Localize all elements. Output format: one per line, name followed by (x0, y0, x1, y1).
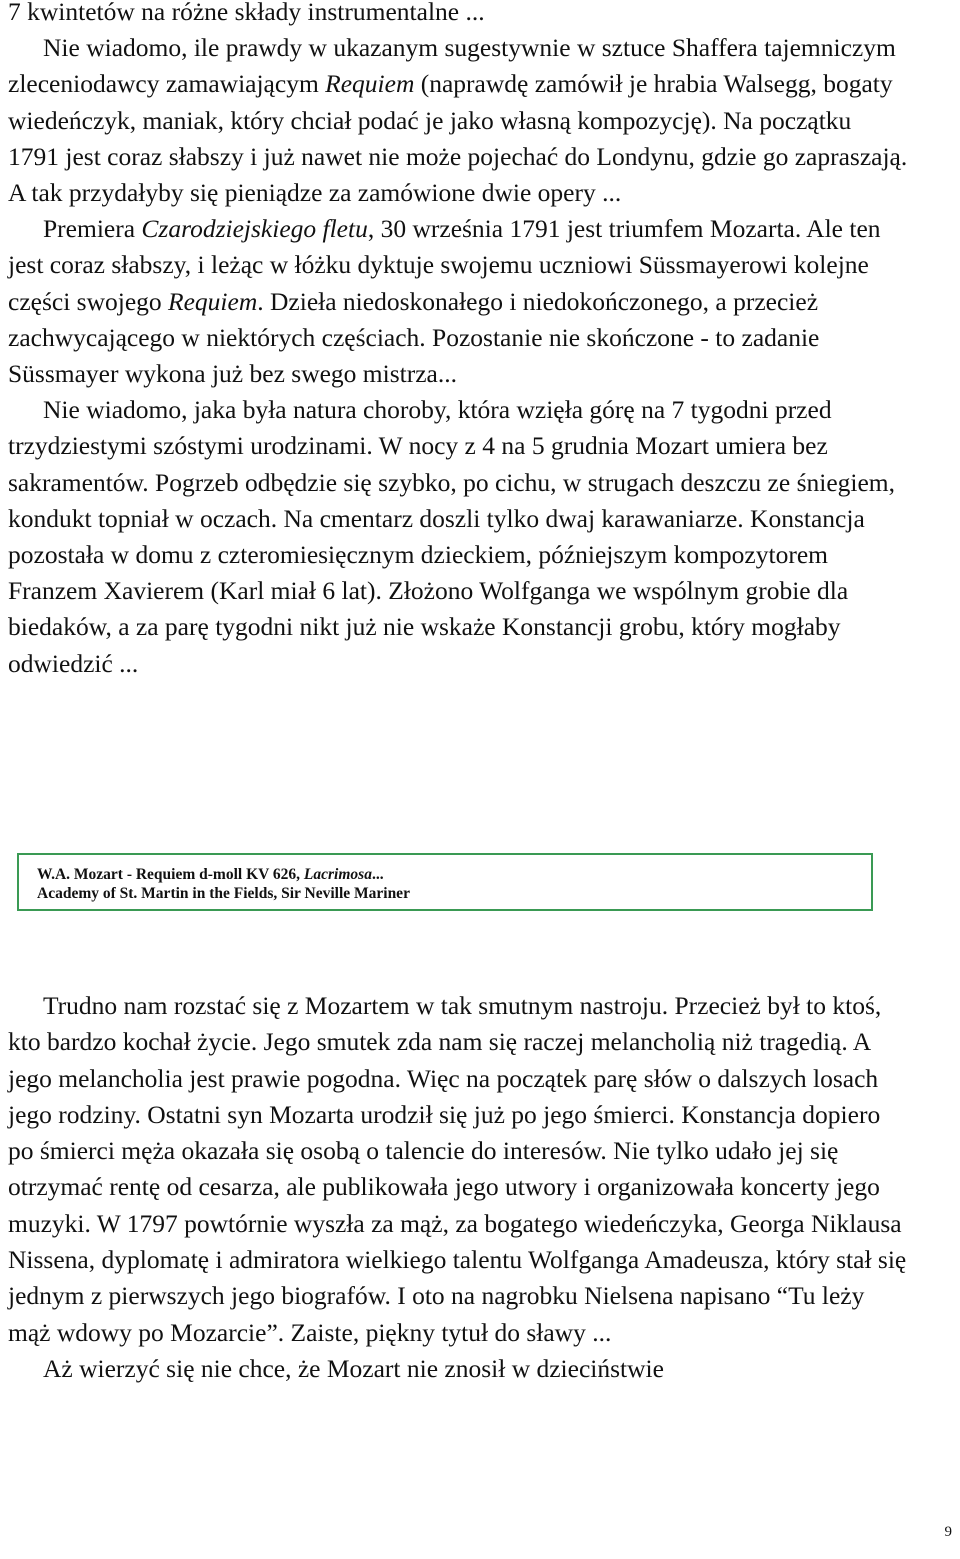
top-text-block (8, 0, 908, 682)
paragraph-shaffer: Nie wiadomo, ile prawdy w ukazanym sugestywnie w sztuce Shaffera tajemniczym zleceniodawcy zamawiającym Requiem (naprawdę zamówił je hrabia Walsegg, bogaty wiedeńczyk, maniak, który chciał podać je jako własną kompozycję). Na początku 1791 jest coraz słabszy i już nawet nie może pojechać do Londynu, gdzie go zapraszają. A tak przydałyby się pieniądze za zamówione dwie opery ... (8, 33, 908, 208)
paragraph-childhood: Aż wierzyć się nie chce, że Mozart nie znosił w dzieciństwie (43, 1353, 664, 1383)
paragraph-premiere: Premiera Czarodziejskiego fletu, 30 września 1791 jest triumfem Mozarta. Ale ten jest coraz słabszy, i leżąc w łóżku dyktuje swojemu uczniowi Süssmayerowi kolejne części swojego Requiem. Dzieła niedoskonałego i niedokończonego, a przecież zachwycającego w niektórych częściach. Pozostanie nie skończone - to zadanie Süssmayer wykona już bez swego mistrza... (8, 214, 881, 389)
music-line-2: Academy of St. Martin in the Fields, Sir Neville Mariner (37, 885, 410, 902)
page-number: 9 (944, 1524, 952, 1540)
music-reference-box (17, 853, 873, 911)
requiem-title-2: Requiem (168, 286, 258, 316)
requiem-title-1: Requiem (325, 69, 415, 99)
lacrimosa-title: Lacrimosa (303, 866, 372, 883)
music-line-1: W.A. Mozart - Requiem d-moll KV 626, Lacrimosa... (37, 866, 384, 883)
bottom-text-block (8, 988, 908, 1387)
paragraph-death: Nie wiadomo, jaka była natura choroby, która wzięła górę na 7 tygodni przed trzydziestymi szóstymi urodzinami. W nocy z 4 na 5 grudnia Mozart umiera bez sakramentów. Pogrzeb odbędzie się szybko, po cichu, w strugach deszczu ze śniegiem, kondukt topniał w oczach. Na cmentarz doszli tylko dwaj karawaniarze. Konstancja pozostała w domu z czteromiesięcznym dzieckiem, późniejszym kompozytorem Franzem Xavierem (Karl miał 6 lat). Złożono Wolfganga we wspólnym grobie dla biedaków, a za parę tygodni nikt już nie wskaże Konstancji grobu, który mogłaby odwiedzić ... (8, 395, 896, 678)
magic-flute-title: Czarodziejskiego fletu (141, 214, 368, 244)
paragraph-quintets: 7 kwintetów na różne składy instrumentalne ... (8, 0, 485, 26)
paragraph-family: Trudno nam rozstać się z Mozartem w tak smutnym nastroju. Przecież był to ktoś, kto bardzo kochał życie. Jego smutek zda nam się raczej melancholią niż tragedią. A jego melancholia jest prawie pogodna. Więc na początek parę słów o dalszych losach jego rodziny. Ostatni syn Mozarta urodził się już po jego śmierci. Konstancja dopiero po śmierci męża okazała się osobą o talencie do interesów. Nie tylko udało jej się otrzymać rentę od cesarza, ale publikowała jego utwory i organizowała koncerty jego muzyki. W 1797 powtórnie wyszła za mąż, za bogatego wiedeńczyka, Georga Niklausa Nissena, dyplomatę i admiratora wielkiego talentu Wolfganga Amadeusza, który stał się jednym z pierwszych jego biografów. I oto na nagrobku Nielsena napisano “Tu leży mąż wdowy po Mozarcie”. Zaiste, piękny tytuł do sławy ... (8, 991, 907, 1347)
